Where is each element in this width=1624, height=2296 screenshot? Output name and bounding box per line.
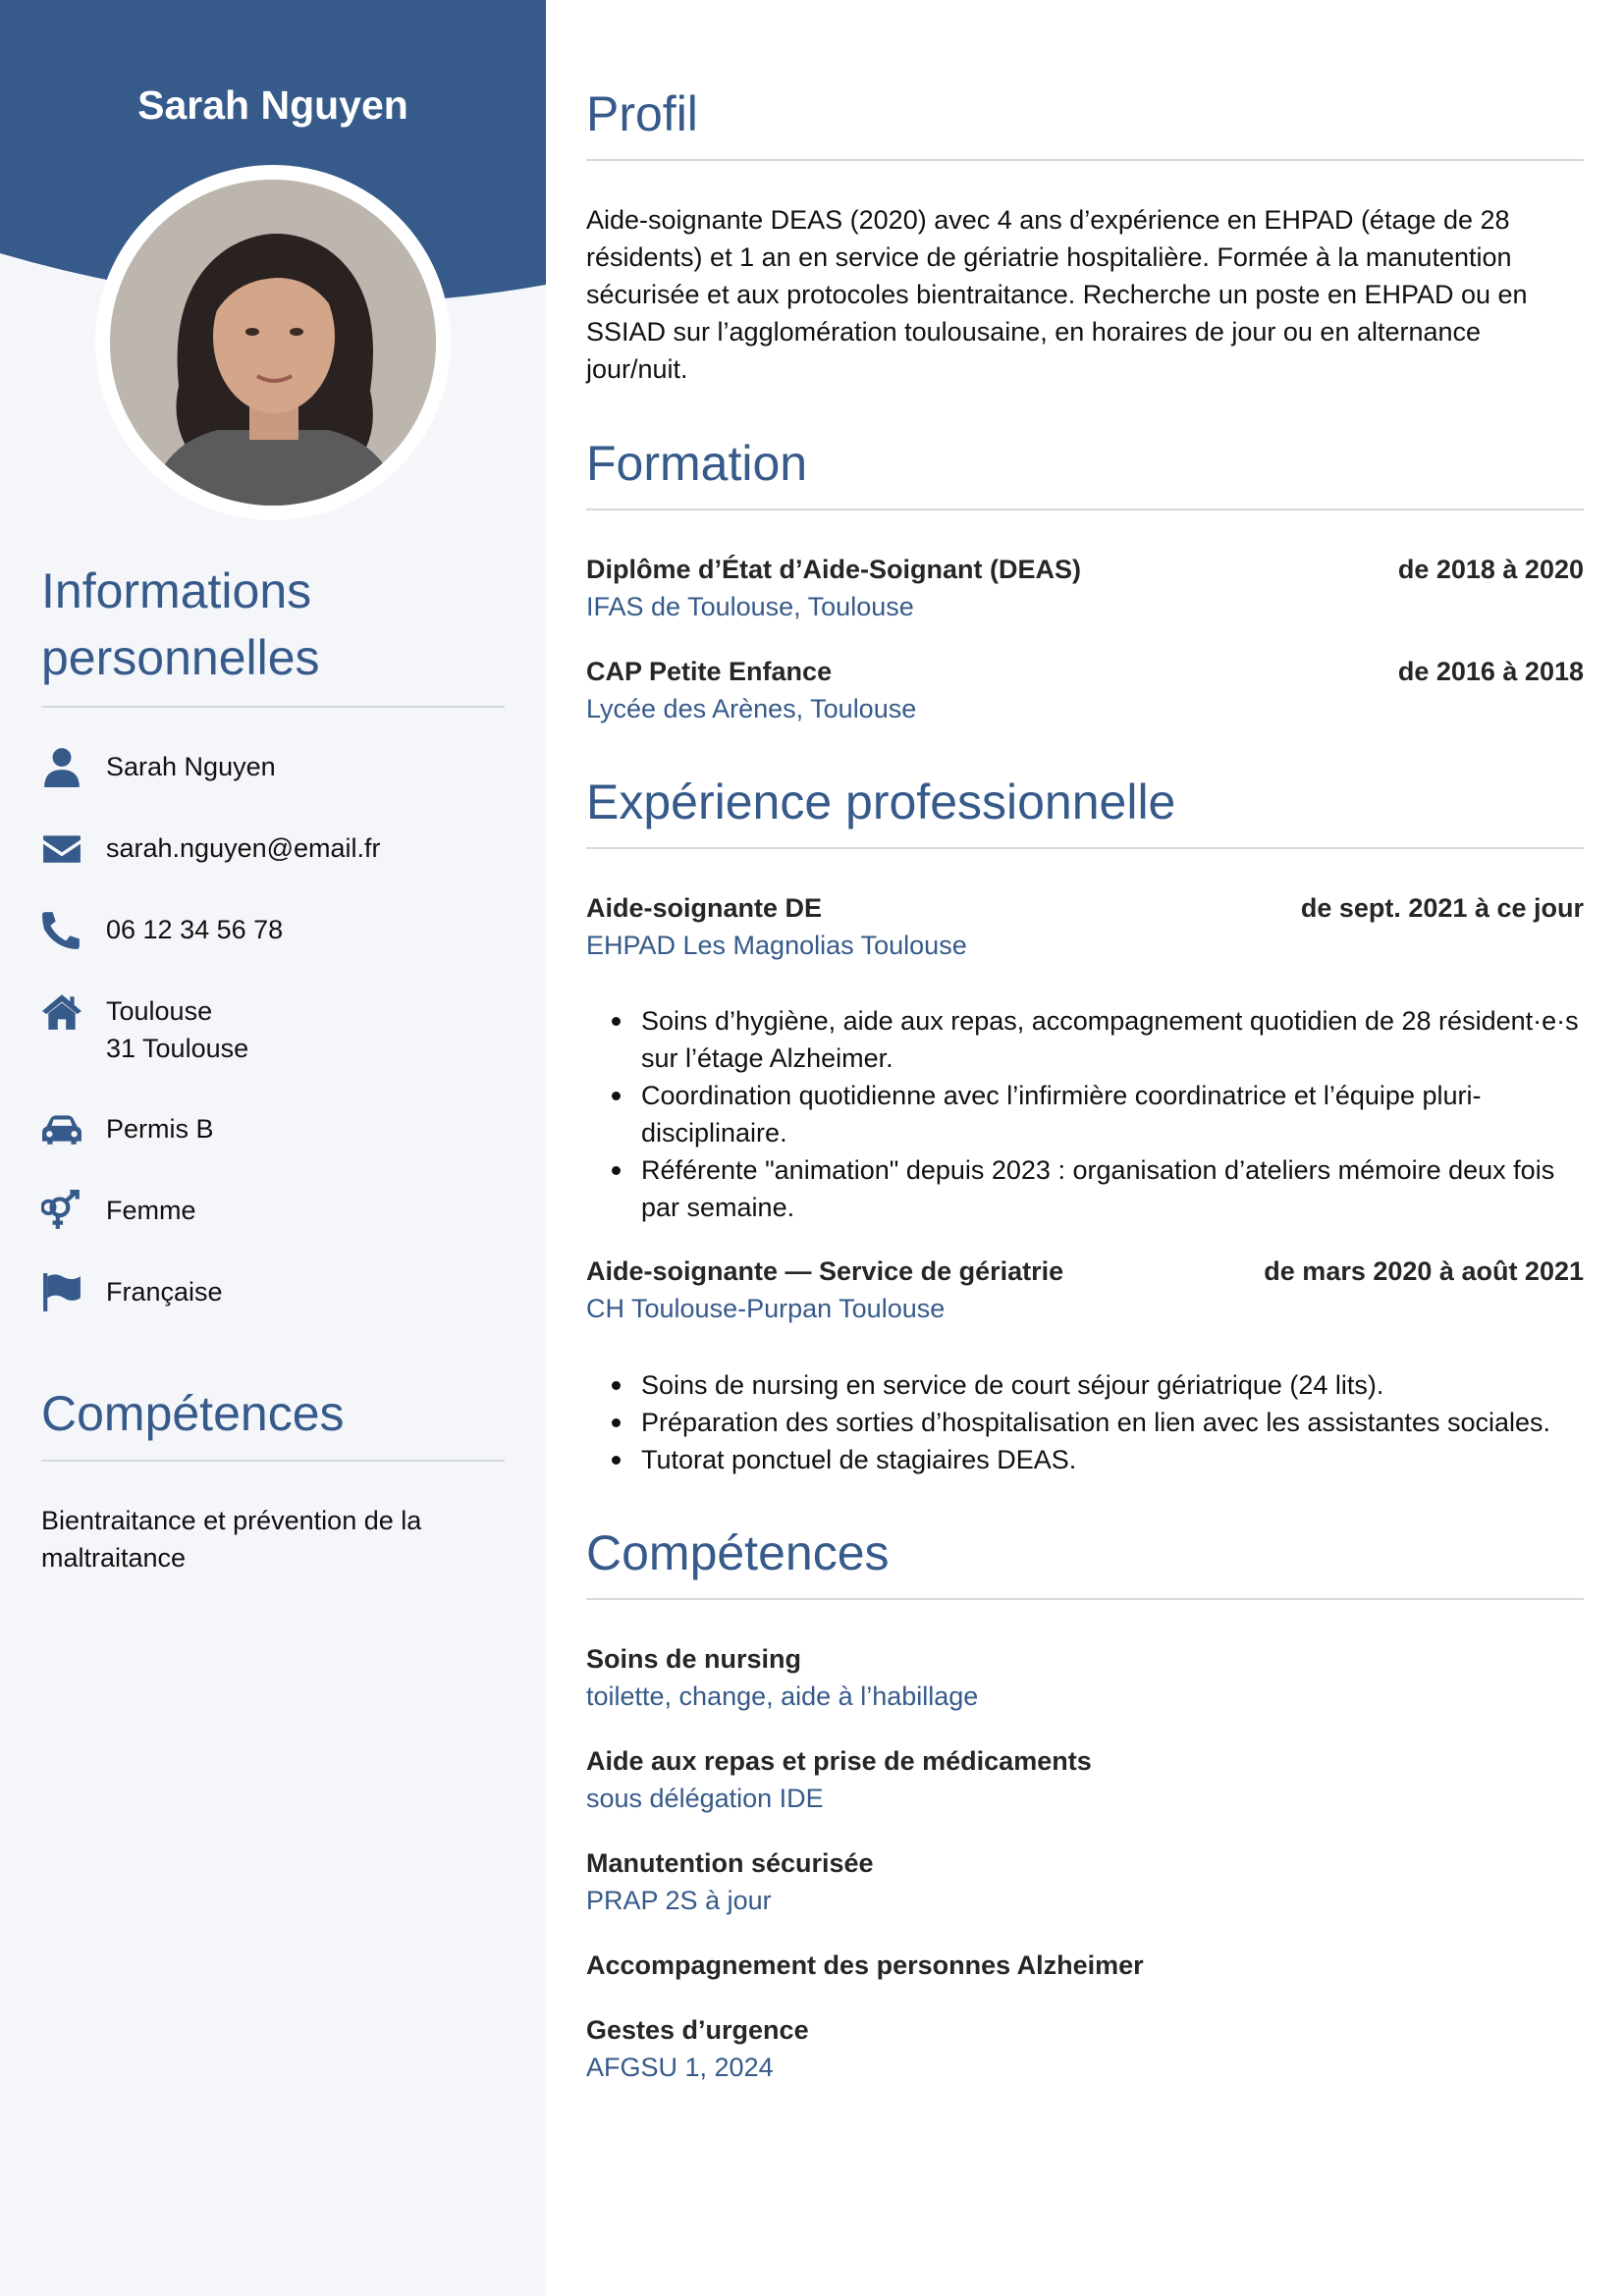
info-license: [41, 1108, 513, 1149]
skill-name: Gestes d’urgence: [586, 2015, 809, 2045]
divider: [586, 847, 1584, 849]
phone-icon: [41, 909, 82, 950]
person-icon: [41, 746, 82, 787]
info-nationality-text: Française: [106, 1277, 223, 1307]
home-icon: [41, 990, 82, 1032]
candidate-name: Sarah Nguyen: [137, 82, 408, 128]
job-tasks: [641, 1366, 1584, 1478]
experience-heading: Expérience professionnelle: [586, 774, 1176, 829]
gender-icon: [41, 1190, 82, 1231]
main-content: [586, 0, 1584, 2296]
experience-entry: [586, 889, 1584, 927]
list-item: Soins d’hygiène, aide aux repas, accompagnement quotidien de 28 résident·e·s sur l’étage Alzheimer.: [641, 1002, 1584, 1077]
info-city: Toulouse: [106, 996, 213, 1026]
info-email-text[interactable]: sarah.nguyen@email.fr: [106, 833, 381, 863]
profil-heading: Profil: [586, 86, 698, 141]
info-address: [41, 990, 513, 1067]
info-license-text: Permis B: [106, 1114, 214, 1144]
skill-name: Manutention sécurisée: [586, 1848, 874, 1878]
sidebar: [0, 0, 546, 2296]
info-nationality: [41, 1271, 513, 1312]
skill-detail: toilette, change, aide à l’habillage: [586, 1682, 979, 1711]
formation-date: de 2018 à 2020: [1397, 555, 1584, 584]
list-item: Référente "animation" depuis 2023 : organisation d’ateliers mémoire deux fois par semaine.: [641, 1151, 1584, 1226]
list-item: Soins de nursing en service de court séjour gériatrique (24 lits).: [641, 1366, 1584, 1404]
info-gender-text: Femme: [106, 1196, 196, 1225]
profil-text: Aide-soignante DEAS (2020) avec 4 ans d’expérience en EHPAD (étage de 28 résidents) et 1 an en service de gériatrie hospitalière. Formée à la manutention sécurisée et aux protocoles bientraitance. Recherche un poste en EHPAD ou en SSIAD sur l’agglomération toulousaine, en horaires de jour ou en alternance jour/nuit.: [586, 205, 1528, 384]
sidebar-skill-item: Bientraitance et prévention de la maltraitance: [41, 1506, 422, 1573]
skill-detail: PRAP 2S à jour: [586, 1886, 772, 1915]
skill-name: Accompagnement des personnes Alzheimer: [586, 1950, 1144, 1980]
flag-icon: [41, 1271, 82, 1312]
divider: [586, 508, 1584, 510]
competences-heading: Compétences: [586, 1525, 890, 1580]
formation-heading: Formation: [586, 436, 808, 491]
info-email: [41, 828, 513, 869]
formation-title: Diplôme d’État d’Aide-Soignant (DEAS): [586, 555, 1081, 584]
sidebar-skills-heading: Compétences: [41, 1386, 345, 1441]
job-tasks: [641, 1002, 1584, 1226]
job-employer: CH Toulouse-Purpan Toulouse: [586, 1294, 946, 1323]
skill-detail: AFGSU 1, 2024: [586, 2053, 774, 2082]
list-item: Coordination quotidienne avec l’infirmière coordinatrice et l’équipe pluri-disciplinaire.: [641, 1077, 1584, 1151]
info-postal: 31 Toulouse: [106, 1034, 249, 1063]
divider: [586, 1598, 1584, 1600]
list-item: Tutorat ponctuel de stagiaires DEAS.: [641, 1441, 1584, 1478]
info-phone-text[interactable]: 06 12 34 56 78: [106, 915, 284, 944]
list-item: Préparation des sorties d’hospitalisation en lien avec les assistantes sociales.: [641, 1404, 1584, 1441]
job-title: Aide-soignante — Service de gériatrie: [586, 1256, 1064, 1286]
formation-title: CAP Petite Enfance: [586, 657, 833, 686]
divider: [41, 706, 505, 708]
info-gender: [41, 1190, 513, 1231]
formation-date: de 2016 à 2018: [1397, 657, 1584, 686]
car-icon: [41, 1108, 82, 1149]
formation-entry: [586, 653, 1584, 690]
skill-name: Aide aux repas et prise de médicaments: [586, 1746, 1092, 1776]
divider: [41, 1460, 505, 1462]
job-employer: EHPAD Les Magnolias Toulouse: [586, 931, 967, 960]
info-phone: [41, 909, 513, 950]
info-name: [41, 746, 513, 787]
experience-entry: [586, 1253, 1584, 1290]
info-name-text: Sarah Nguyen: [106, 752, 276, 781]
skill-detail: sous délégation IDE: [586, 1784, 824, 1813]
formation-place: Lycée des Arènes, Toulouse: [586, 694, 917, 723]
job-title: Aide-soignante DE: [586, 893, 823, 923]
envelope-icon: [41, 828, 82, 869]
divider: [586, 159, 1584, 161]
job-date: de mars 2020 à août 2021: [1264, 1256, 1584, 1286]
skill-name: Soins de nursing: [586, 1644, 802, 1674]
job-date: de sept. 2021 à ce jour: [1300, 893, 1584, 923]
formation-entry: [586, 551, 1584, 588]
personal-info-heading: Informations personnelles: [41, 563, 320, 685]
formation-place: IFAS de Toulouse, Toulouse: [586, 592, 914, 621]
profile-photo: [110, 180, 436, 506]
